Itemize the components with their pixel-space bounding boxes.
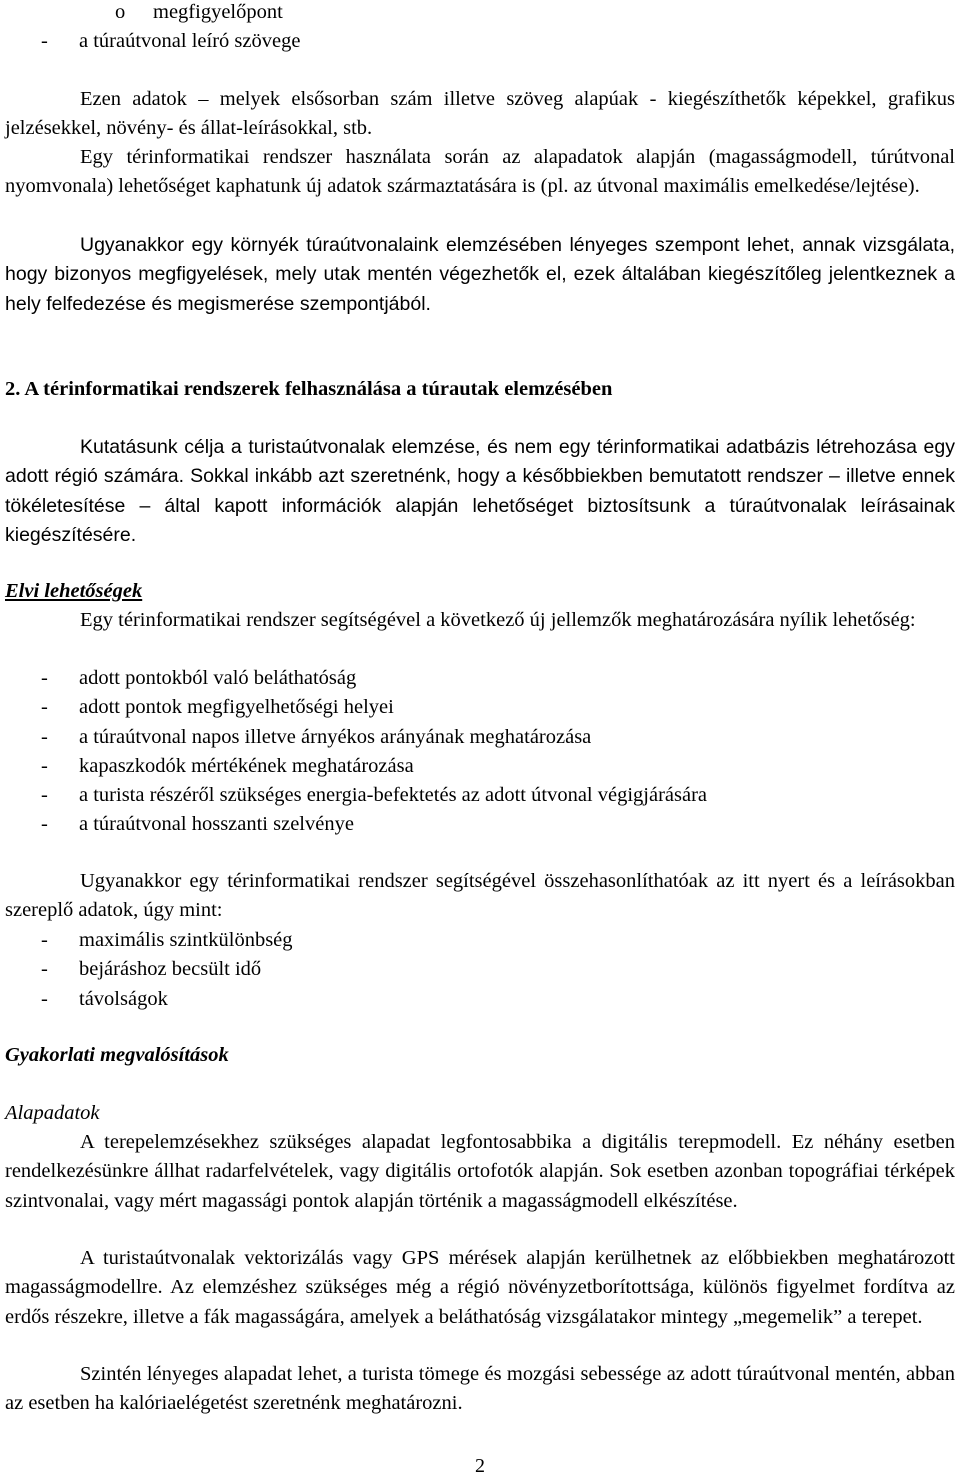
gyakorlati-paragraph-2: A turistaútvonalak vektorizálás vagy GPS mérések alapján kerülhetnek az előbbiekben meghatározott magasságmodellre. Az elemzéshez szükséges még a régió növényzetborítottsága, különös figyelmet fordítva az erdős részekre, illetve a fák magasságára, amelyek a beláthatóság vizsgálatakor mintegy „megemelik” a terepet. <box>5 1247 955 1328</box>
section2-paragraph: Kutatásunk célja a turistaútvonalak elemzése, és nem egy térinformatikai adatbázis létrehozása egy adott régió számára. Sokkal inkább azt szeretnénk, hogy a későbbiekben bemutatott rendszer – illetve ennek tökéletesítése – által kapott információk alapján lehetőséget biztosítsunk a túraútvonalak leírásainak kiegészítésére. <box>5 436 955 546</box>
compare-intro: Ugyanakkor egy térinformatikai rendszer segítségével összehasonlíthatóak az itt nyert és a leírásokban szereplő adatok, úgy mint: <box>5 870 955 922</box>
list-item: - távolságok <box>41 987 168 1010</box>
bullet-o: o <box>115 1 126 23</box>
list-item: - bejáráshoz becsült idő <box>41 958 262 981</box>
list-item-dash: - a túraútvonal leíró szövege <box>41 30 301 52</box>
list-item: - a túraútvonal hosszanti szelvénye <box>41 813 354 836</box>
list-item-text: a túraútvonal leíró szövege <box>79 30 301 52</box>
list-item: - maximális szintkülönbség <box>41 929 293 951</box>
list-item-o <box>5 0 960 27</box>
elvi-heading: Elvi lehetőségek <box>5 580 143 602</box>
elvi-intro: Egy térinformatikai rendszer segítségével a következő új jellemzők meghatározására nyílik lehetőség: <box>80 609 916 631</box>
intro-paragraph-2: Egy térinformatikai rendszer használata során az alapadatok alapján (magasságmodell, túrútvonal nyomvonala) lehetőséget kaphatunk új adatok származtatására is (pl. az útvonal maximális emelkedése/lejtése). <box>5 146 955 198</box>
page-number: 2 <box>475 1455 485 1477</box>
compare-list <box>5 926 955 1014</box>
list-item: - a turista részéről szükséges energia-befektetés az adott útvonal végigjárására <box>41 784 708 807</box>
list-item: - adott pontokból való beláthatóság <box>41 667 357 689</box>
intro-paragraph-1: Ezen adatok – melyek elsősorban szám illetve szöveg alapúak - kiegészíthetők képekkel, grafikus jelzésekkel, növény- és állat-leírásokkal, stb. <box>5 88 955 140</box>
gyakorlati-paragraph-3: Szintén lényeges alapadat lehet, a turista tömege és mozgási sebessége az adott túraútvonal mentén, abban az esetben ha kalóriaelégetést szeretnénk meghatározni. <box>5 1363 955 1415</box>
alapadatok-subheading: Alapadatok <box>5 1102 100 1124</box>
gyakorlati-paragraph-1: A terepelemzésekhez szükséges alapadat legfontosabbika a digitális terepmodell. Ez néhány esetben rendelkezésünkre állhat radarfelvételek, vagy digitális ortofotók alapján. Sok esetben azonban topográfiai térképek szintvonalai, vagy mért magassági pontok alapján történik a magasságmodell elkészítése. <box>5 1131 955 1212</box>
section-heading-2: 2. A térinformatikai rendszerek felhasználása a túrautak elemzésében <box>5 378 613 400</box>
list-item: - kapaszkodók mértékének meghatározása <box>41 754 414 777</box>
elvi-list <box>5 664 955 840</box>
gyakorlati-heading: Gyakorlati megvalósítások <box>5 1044 229 1066</box>
list-item: - a túraútvonal napos illetve árnyékos arányának meghatározása <box>41 725 592 748</box>
list-item-text: megfigyelőpont <box>153 1 283 23</box>
list-item: - adott pontok megfigyelhetőségi helyei <box>41 696 394 719</box>
intro-paragraph-3: Ugyanakkor egy környék túraútvonalaink elemzésében lényeges szempont lehet, annak vizsgálata, hogy bizonyos megfigyelések, mely utak mentén végezhetők el, ezek általában kiegészítőleg jelentkeznek a hely felfedezése és megismerése szempontjából. <box>5 234 955 315</box>
